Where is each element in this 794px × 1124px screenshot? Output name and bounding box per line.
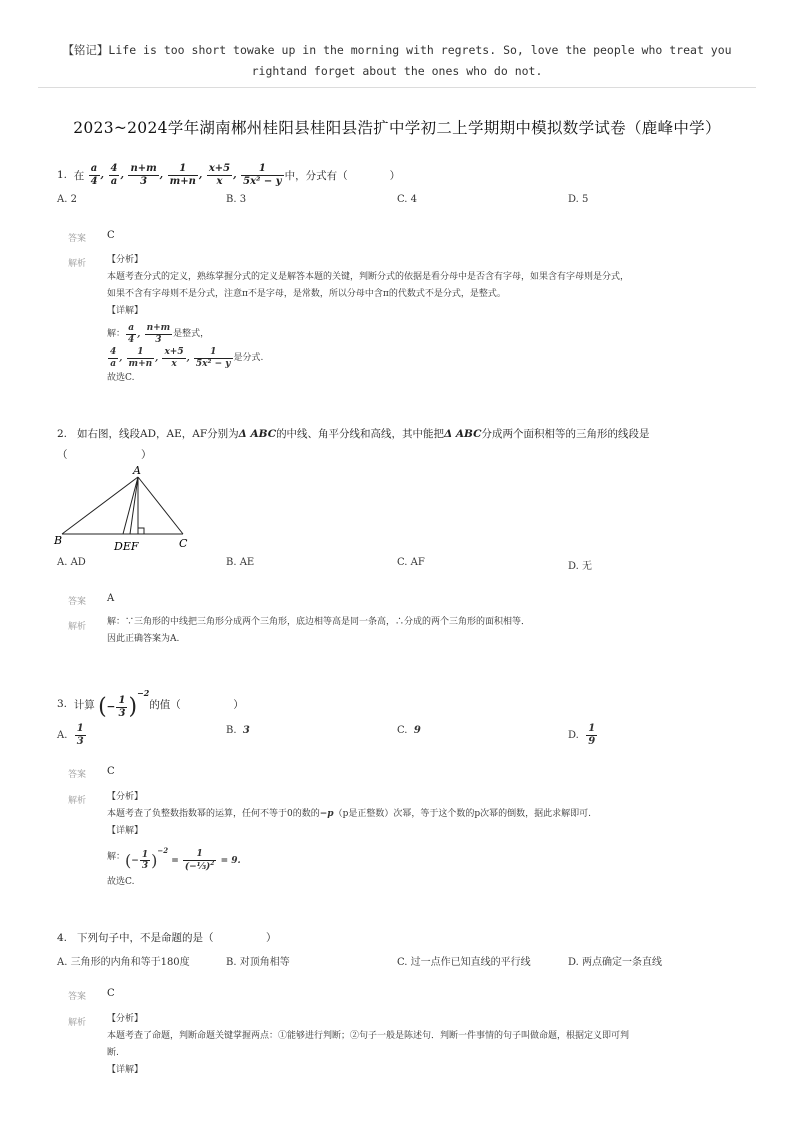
- analysis-body: [107, 789, 591, 840]
- triangle-symbol: Δ ABC: [238, 428, 277, 440]
- option-c[interactable]: C. 过一点作已知直线的平行线: [397, 957, 531, 968]
- option-b[interactable]: B. 对顶角相等: [226, 957, 290, 968]
- analysis-line: 本题考查分式的定义，熟练掌握分式的定义是解答本题的关键，判断分式的依据是看分母中是否含有字母，如果含有字母则是分式，: [107, 272, 630, 282]
- question-4-stem: 4. 下列句子中，不是命题的是（ ）: [57, 932, 277, 944]
- analysis-body: [107, 252, 629, 320]
- motto-line1: 【铭记】Life is too short towake up in the morning with regrets. So, love the people who treat you: [62, 43, 732, 57]
- answer-label: 答案: [68, 234, 87, 244]
- solution-line-1: 解： $\frac{a}{4}$ , $\frac{n+m}{3}$ 是整式，: [107, 323, 210, 345]
- option-b[interactable]: B. 3: [226, 725, 250, 736]
- page-title: 2023~2024学年湖南郴州桂阳县桂阳县浩扩中学初二上学期期中模拟数学试卷（鹿峰中学）: [73, 119, 721, 137]
- question-2-stem: 2. 如右图，线段AD，AE，AF分别为Δ ABC的中线、角平分线和高线，其中能把Δ ABC分成两个面积相等的三角形的线段是: [57, 428, 650, 440]
- motto: [40, 40, 754, 82]
- right-angle-mark: [138, 528, 144, 534]
- question-number: 2.: [57, 428, 68, 440]
- question-number: 4.: [57, 932, 68, 944]
- question-3-stem: 3. 计算 (− $\frac{1}{3}$ )$^{-2}$ 的值（ ）: [57, 688, 244, 720]
- option-d[interactable]: D. 无: [568, 561, 593, 572]
- answer-label: 答案: [68, 992, 87, 1002]
- vertex-c-label: C: [179, 537, 188, 550]
- analysis-line: 断.: [107, 1048, 119, 1058]
- answer-value: C: [107, 988, 115, 999]
- analysis-label: 解析: [68, 796, 87, 806]
- answer-value: A: [107, 593, 115, 604]
- option-d[interactable]: D. 5: [568, 194, 589, 205]
- header-divider: [38, 87, 756, 88]
- option-d[interactable]: D. $\frac{1}{9}$: [568, 723, 596, 747]
- option-a[interactable]: A. 三角形的内角和等于180度: [57, 957, 190, 968]
- question-number: 1.: [57, 169, 68, 181]
- option-c[interactable]: C. 4: [397, 194, 418, 205]
- power-expression: (− $\frac{1}{3}$ )$^{-2}$: [98, 688, 150, 720]
- analysis-line: 本题考查了负整数指数幂的运算，任何不等于0的数的−p（p是正整数）次幂，等于这个数的p次幂的倒数，据此求解即可.: [107, 809, 591, 819]
- answer-value: C: [107, 230, 115, 241]
- analysis-label: 解析: [68, 622, 87, 632]
- side-ac: [138, 477, 183, 534]
- answer-label: 答案: [68, 770, 87, 780]
- points-def-label: DEF: [114, 540, 139, 553]
- side-ab: [62, 477, 138, 534]
- analysis-line: 如果不含有字母则不是分式，注意π不是字母，是常数，所以分母中含π的代数式不是分式，是整式。: [107, 289, 506, 299]
- question-1-stem: [57, 160, 400, 190]
- triangle-figure: [52, 462, 197, 554]
- motto-line2: rightand forget about the ones who do not.: [251, 64, 543, 78]
- solution-line: 解： (− $\frac{1}{3}$ )$^{-2}$ = $\frac{1}{(-\frac{1}{3})^2}$ = 9.: [107, 846, 241, 872]
- question-text: 在: [73, 169, 85, 182]
- answer-value: C: [107, 766, 115, 777]
- vertex-b-label: B: [54, 534, 63, 547]
- answer-label: 答案: [68, 597, 87, 607]
- option-a[interactable]: A. 2: [57, 194, 77, 205]
- analysis-body: [107, 1011, 629, 1079]
- fenxi-heading: 【分析】: [107, 255, 144, 265]
- option-a[interactable]: A. $\frac{1}{3}$: [57, 723, 84, 747]
- option-b[interactable]: B. 3: [226, 194, 247, 205]
- option-c[interactable]: C. AF: [397, 557, 425, 568]
- conclusion: 故选C.: [107, 877, 135, 887]
- solution-line-2: $\frac{4}{a}$ , $\frac{1}{m+n}$ , $\frac{x+5}{x}$ , $\frac{1}{\text{5x² − y}}$ 是分式.: [110, 347, 264, 369]
- xiangjie-heading: 【详解】: [107, 306, 144, 316]
- analysis-line: 因此正确答案为A.: [107, 634, 180, 644]
- vertex-a-label: A: [133, 464, 141, 477]
- question-text-post: 中，分式有（ ）: [284, 169, 401, 182]
- median-ad: [123, 477, 138, 534]
- fenxi-heading: 【分析】: [107, 792, 144, 802]
- option-d[interactable]: D. 两点确定一条直线: [568, 957, 663, 968]
- analysis-line: 解：∵三角形的中线把三角形分成两个三角形，底边相等高是同一条高，∴分成的两个三角形的面积相等．: [107, 617, 531, 627]
- question-2-paren: （ ）: [57, 449, 152, 461]
- analysis-body: [107, 614, 530, 648]
- option-b[interactable]: B. AE: [226, 557, 255, 568]
- option-a[interactable]: A. AD: [57, 557, 86, 568]
- conclusion: 故选C.: [107, 373, 135, 383]
- bisector-ae: [130, 477, 138, 534]
- analysis-label: 解析: [68, 259, 87, 269]
- fenxi-heading: 【分析】: [107, 1014, 144, 1024]
- option-c[interactable]: C. 9: [397, 725, 421, 736]
- fraction-list: $\frac{a}{4}$ , $\frac{4}{a}$ , $\frac{n+m}{3}$ , $\frac{1}{m+n}$ , $\frac{x+5}{x}$ , $\frac{1}{\text{5x² − y}}$: [90, 163, 282, 187]
- xiangjie-heading: 【详解】: [107, 826, 144, 836]
- analysis-line: 本题考查了命题，判断命题关键掌握两点：①能够进行判断；②句子一般是陈述句．判断一件事情的句子叫做命题，根据定义即可判: [107, 1031, 630, 1041]
- question-number: 3.: [57, 698, 68, 710]
- xiangjie-heading: 【详解】: [107, 1065, 144, 1075]
- analysis-label: 解析: [68, 1018, 87, 1028]
